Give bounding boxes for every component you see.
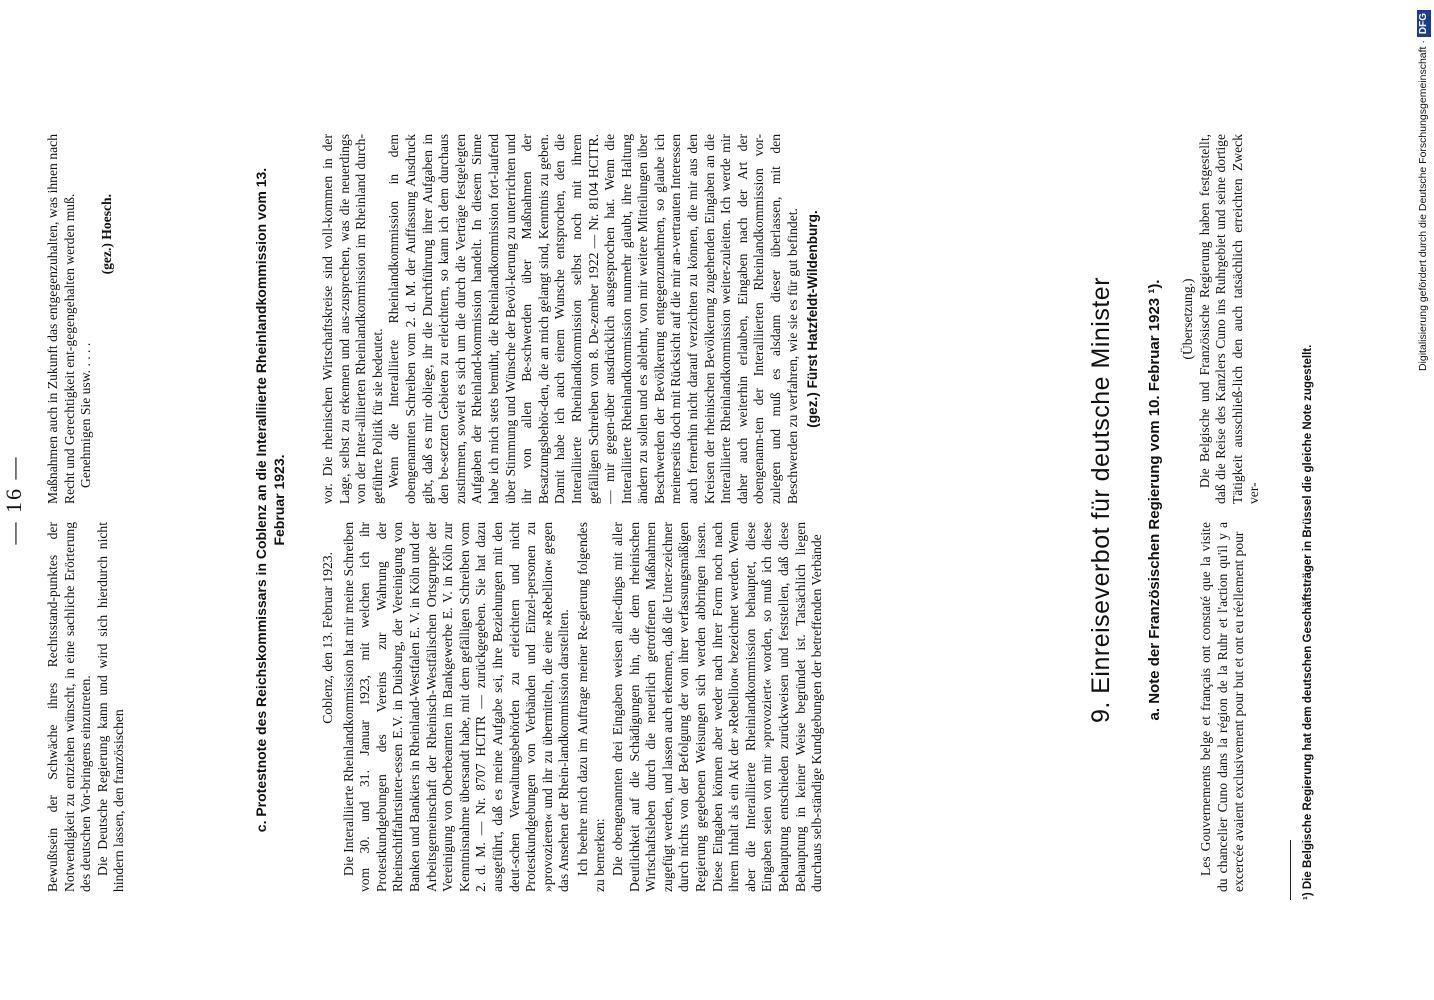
signature-hatzfeldt: (gez.) Fürst Hatzfeldt-Wildenburg. <box>805 210 821 428</box>
section-c-left-column <box>320 522 826 892</box>
dfg-logo: DFG <box>1417 10 1431 37</box>
paragraph: Ich beehre mich dazu im Auftrage meiner Re-gierung folgendes zu bemerken: <box>574 522 607 892</box>
french-paragraph: Les Gouvernements belge et français ont constaté que la visite du chancelier Cuno dans la région de la Ruhr et l'action qu'il y a excercée avaient exclusivement pour but et ont eu réellement pour <box>1198 522 1247 892</box>
signature-hoesch: (gez.) Hoesch. <box>98 194 114 275</box>
sidebar-text-wrapper <box>1414 8 1432 992</box>
paragraph: Maßnahmen auch in Zukunft das entgegenzuhalten, was ihnen nach Recht und Gerechtigkeit ent-gegengehalten werden muß. <box>45 134 77 504</box>
dateline: Coblenz, den 13. Februar 1923. <box>320 552 335 724</box>
funding-notice: Digitalisierung gefördert durch die Deutsche Forschungsgemeinschaft · <box>1417 40 1429 372</box>
top-right-column <box>45 134 115 504</box>
section-9a-subheading: a. Note der Französischen Regierung vom 10. Februar 1923 ¹). <box>1146 279 1163 721</box>
german-paragraph: Die Belgische und Französische Regierung haben festgestellt, daß die Reise des Kanzlers Cuno ins Ruhrgebiet und seine dortige Tätigkeit ausschließ-lich den auch tatsächlich erreichten Zweck ver- <box>1196 134 1262 504</box>
paragraph: Genehmigen Sie usw. . . . . <box>78 342 94 488</box>
paragraph: Die Deutsche Regierung kann und wird sich hierdurch nicht hindern lassen, den französischen <box>94 522 127 892</box>
page-number: — 16 — <box>1 455 26 545</box>
german-text-column <box>1180 134 1263 504</box>
section-9-heading: 9. Einreiseverbot für deutsche Minister <box>1087 276 1115 724</box>
paragraph: Die obengenannten drei Eingaben weisen aller-dings mit aller Deutlichkeit auf die Schädigungen hin, die dem rheinischen Wirtschaftsleben durch die neuerlich getroffenen Maßnahmen zugefügt werden, und lassen auch erkennen, daß die Unter-zeichner durch nichts von der Befolgung der von ihrer verfassungsmäßigen Regierung gegebenen Weisungen sich werden abbringen lassen. Diese Eingaben können aber weder nach ihrer Form noch nach ihrem Inhalt als ein Akt der »Rebellion« bezeichnet werden. Wenn aber die Interalliierte Rheinlandkommission behauptet, diese Eingaben seien von mir »provoziert« worden, so muß ich diese Behauptung entschieden zurückweisen und feststellen, daß diese Behauptung in keiner Weise begründet ist. Tatsächlich liegen durchaus selb-ständige Kundgebungen der betreffenden Verbände <box>610 522 825 892</box>
paragraph: Die Interalliierte Rheinlandkommission hat mir meine Schreiben vom 30. und 31. Januar 1923, mit welchen ich ihr Protestkundgebungen des Vereins zur Wahrung der Rheinschiffahrtsinter-essen E.V. in Duisburg, der Vereinigung von Banken und Bankiers in Rheinland-Westfalen E. V. in Köln und der Arbeitsgemeinschaft der Rheinisch-Westfälischen Ortsgruppe der Vereinigung von Oberbeamten im Bankgewerbe E. V. in Köln zur Kenntnisnahme übersandt habe, mit dem gefälligen Schreiben vom 2. d. M. — Nr. 8707 HCITR — zurückgegeben. Sie hat dazu ausgeführt, daß es meine Aufgabe sei, ihre Beziehungen mit den deut-schen Verwaltungsbehörden zu erleichtern und nicht Protestkundgebungen von Verbänden und Einzel-personen zu »provozieren« und ihr zu übermitteln, die eine »Rebellion« gegen das Ansehen der Rhein-landkommission darstellten. <box>340 522 572 892</box>
footnote-rule <box>1290 840 1291 900</box>
top-left-column <box>45 522 128 892</box>
section-c-right-column <box>320 134 822 504</box>
footnote: ¹) Die Belgische Regierung hat dem deutschen Geschäftsträger in Brüssel die gleiche Note zugestellt. <box>1302 344 1314 900</box>
section-c-heading: c. Protestnote des Reichskommissars in Coblenz an die Interalliierte Rheinlandkommission vom 13. Februar 1923. <box>253 167 287 833</box>
paragraph: Wenn die Interalliierte Rheinlandkommission in dem obengenannten Schreiben vom 2. d. M. der Auffassung Ausdruck gibt, daß es mir obliege, ihr die Durchführung ihrer Aufgaben in den be-setzten Gebieten zu erleichtern, so kann ich dem durchaus zustimmen, soweit es sich um die durch die Verträge festgelegten Aufgaben der Rheinland-kommission handelt. In diesem Sinne habe ich mich stets bemüht, die Rheinlandkommission fort-laufend über Stimmung und Wünsche der Bevöl-kerung zu unterrichten und ihr von allen Be-schwerden über Maßnahmen der Besatzungsbehör-den, die an mich gelangt sind, Kenntnis zu geben. Damit habe ich auch einem Wunsche entsprochen, den die Interalliierte Rheinlandkommission selbst noch mit ihrem gefälligen Schreiben vom 8. De-zember 1922 — Nr. 8104 HCITR. — mir gegen-über ausdrücklich ausgesprochen hat. Wenn die Interalliierte Rheinlandkommission nunmehr glaubt, ihre Haltung ändern zu sollen und es ablehnt, von mir weitere Mitteilungen über Beschwerden der Bevölkerung entgegenzunehmen, so glaube ich meinerseits doch mit Rücksicht auf die mir an-vertrauten Interessen auch fernerhin nicht darauf verzichten zu können, die mir aus den Kreisen der rheinischen Bevölkerung zugehenden Eingaben an die Interalliierte Rheinlandkommission weiter-zuleiten. Ich werde mir daher auch weiterhin erlauben, Eingaben nach der Art der obengenann-ten der Interalliierten Rheinlandkommission vor-zulegen und muß es alsdann dieser überlassen, mit den Beschwerden zu verfahren, wie sie es für gut befindet. <box>386 134 800 504</box>
french-text-column <box>1180 522 1248 892</box>
paragraph: Bewußtsein der Schwäche ihres Rechtsstand-punktes der Notwendigkeit zu entziehen wünscht, in eine sachliche Erörterung des deutschen Vor-bringens einzutreten. <box>45 522 94 892</box>
translation-label: (Übersetzung.) <box>1180 278 1195 360</box>
paragraph: vor. Die rheinischen Wirtschaftskreise sind voll-kommen in der Lage, selbst zu erkennen und aus-zusprechen, was die neuerdings von der Inter-alliierten Rheinlandkommission im Rheinland durch-geführte Politik für sie bedeutet. <box>320 134 385 504</box>
dfg-sidebar <box>1414 8 1432 992</box>
